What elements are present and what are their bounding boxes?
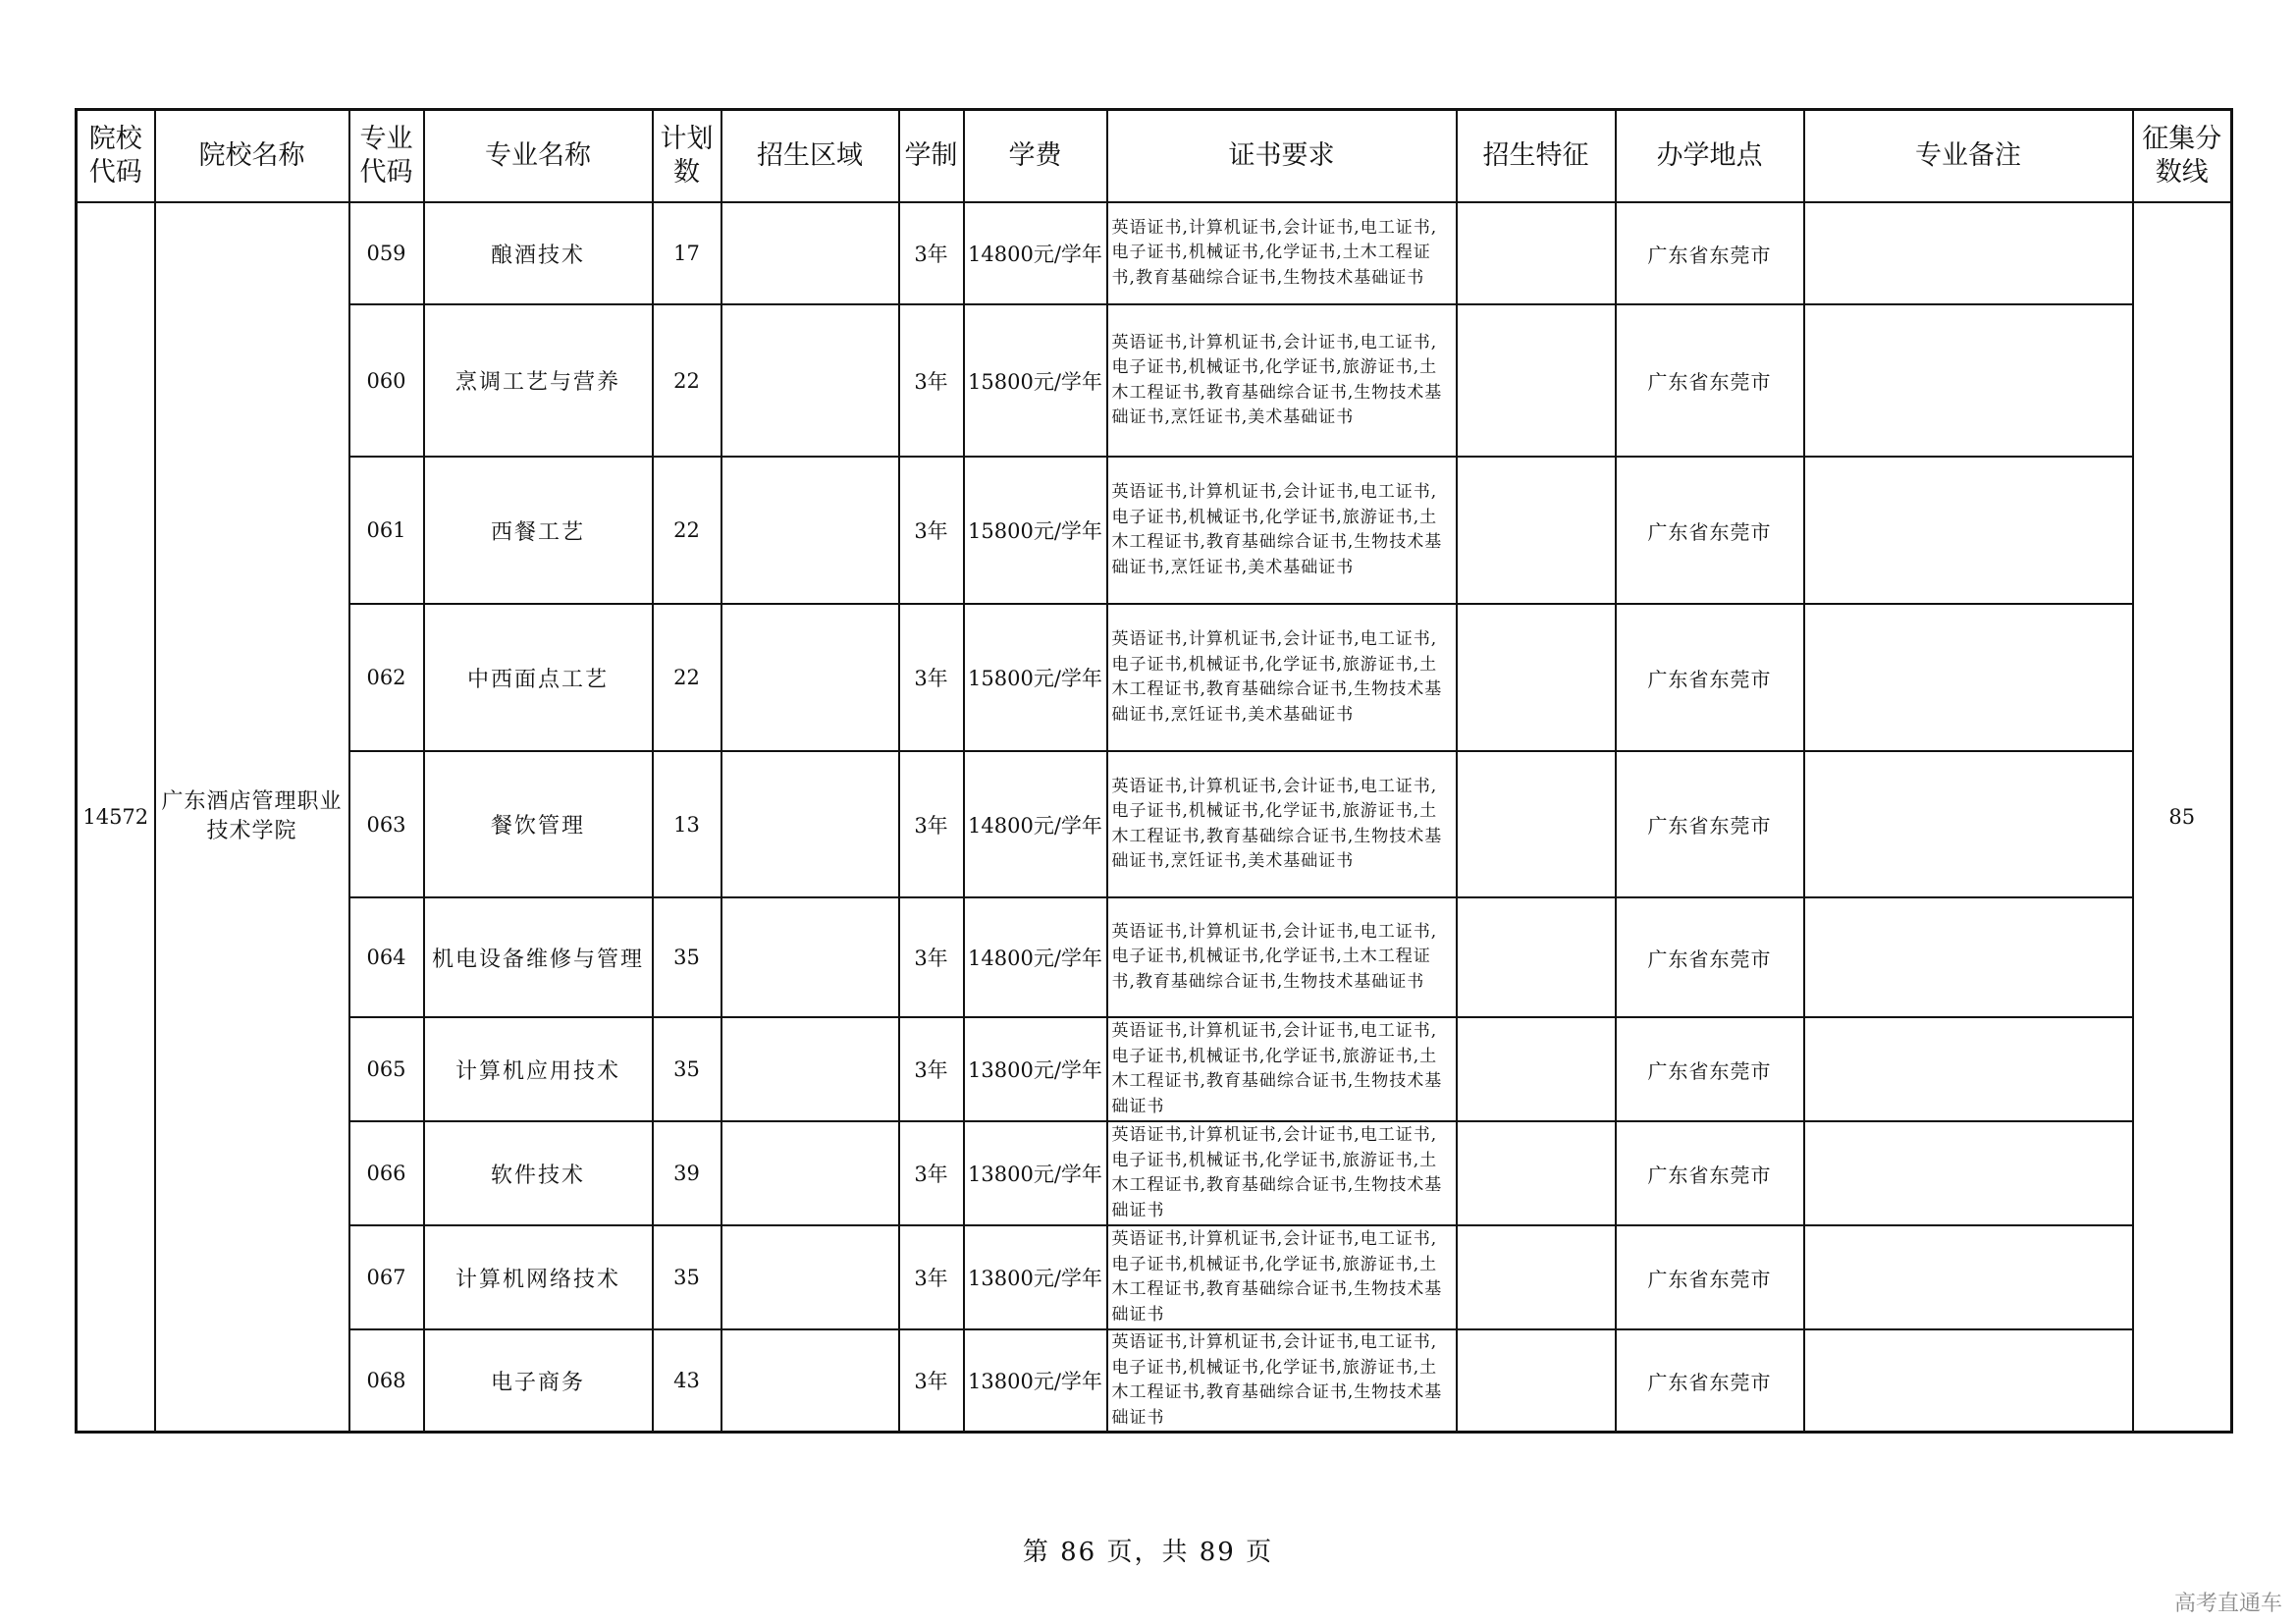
location-cell: 广东省东莞市 <box>1616 457 1804 604</box>
region-cell <box>721 1329 899 1433</box>
remark-cell <box>1804 751 2133 897</box>
header-duration: 学制 <box>899 110 964 203</box>
table-row <box>77 202 2232 304</box>
header-row <box>77 110 2232 203</box>
location-cell: 广东省东莞市 <box>1616 897 1804 1017</box>
location-cell: 广东省东莞市 <box>1616 604 1804 751</box>
feature-cell <box>1457 1329 1616 1433</box>
header-feature: 招生特征 <box>1457 110 1616 203</box>
remark-cell <box>1804 1017 2133 1121</box>
header-major-name: 专业名称 <box>424 110 653 203</box>
header-score: 征集分数线 <box>2133 110 2232 203</box>
plan-cell: 35 <box>653 897 721 1017</box>
cert-cell: 英语证书,计算机证书,会计证书,电工证书,电子证书,机械证书,化学证书,旅游证书,土木工程证书,教育基础综合证书,生物技术基础证书,烹饪证书,美术基础证书 <box>1107 604 1457 751</box>
remark-cell <box>1804 604 2133 751</box>
plan-cell: 35 <box>653 1017 721 1121</box>
remark-cell <box>1804 1329 2133 1433</box>
major-code-cell: 065 <box>349 1017 424 1121</box>
cert-cell: 英语证书,计算机证书,会计证书,电工证书,电子证书,机械证书,化学证书,旅游证书,土木工程证书,教育基础综合证书,生物技术基础证书 <box>1107 1225 1457 1329</box>
region-cell <box>721 1225 899 1329</box>
major-name-cell: 烹调工艺与营养 <box>424 304 653 457</box>
tuition-cell: 13800元/学年 <box>964 1017 1107 1121</box>
table-row <box>77 1329 2232 1433</box>
duration-cell: 3年 <box>899 604 964 751</box>
major-name-cell: 酿酒技术 <box>424 202 653 304</box>
remark-cell <box>1804 1121 2133 1225</box>
duration-cell: 3年 <box>899 304 964 457</box>
major-name-cell: 机电设备维修与管理 <box>424 897 653 1017</box>
header-remark: 专业备注 <box>1804 110 2133 203</box>
table-row <box>77 1121 2232 1225</box>
header-location: 办学地点 <box>1616 110 1804 203</box>
plan-cell: 22 <box>653 304 721 457</box>
major-code-cell: 060 <box>349 304 424 457</box>
duration-cell: 3年 <box>899 1017 964 1121</box>
feature-cell <box>1457 897 1616 1017</box>
cert-cell: 英语证书,计算机证书,会计证书,电工证书,电子证书,机械证书,化学证书,土木工程证书,教育基础综合证书,生物技术基础证书 <box>1107 897 1457 1017</box>
tuition-cell: 13800元/学年 <box>964 1225 1107 1329</box>
location-cell: 广东省东莞市 <box>1616 1329 1804 1433</box>
plan-cell: 35 <box>653 1225 721 1329</box>
feature-cell <box>1457 1225 1616 1329</box>
table-row <box>77 751 2232 897</box>
header-major-code: 专业代码 <box>349 110 424 203</box>
duration-cell: 3年 <box>899 897 964 1017</box>
header-school-name: 院校名称 <box>155 110 349 203</box>
major-name-cell: 电子商务 <box>424 1329 653 1433</box>
duration-cell: 3年 <box>899 1329 964 1433</box>
tuition-cell: 15800元/学年 <box>964 457 1107 604</box>
feature-cell <box>1457 304 1616 457</box>
feature-cell <box>1457 1121 1616 1225</box>
header-tuition: 学费 <box>964 110 1107 203</box>
tuition-cell: 15800元/学年 <box>964 304 1107 457</box>
plan-cell: 13 <box>653 751 721 897</box>
remark-cell <box>1804 202 2133 304</box>
feature-cell <box>1457 457 1616 604</box>
remark-cell <box>1804 1225 2133 1329</box>
region-cell <box>721 457 899 604</box>
plan-cell: 39 <box>653 1121 721 1225</box>
cert-cell: 英语证书,计算机证书,会计证书,电工证书,电子证书,机械证书,化学证书,旅游证书,土木工程证书,教育基础综合证书,生物技术基础证书,烹饪证书,美术基础证书 <box>1107 457 1457 604</box>
major-name-cell: 餐饮管理 <box>424 751 653 897</box>
cert-cell: 英语证书,计算机证书,会计证书,电工证书,电子证书,机械证书,化学证书,旅游证书,土木工程证书,教育基础综合证书,生物技术基础证书,烹饪证书,美术基础证书 <box>1107 751 1457 897</box>
tuition-cell: 13800元/学年 <box>964 1329 1107 1433</box>
feature-cell <box>1457 604 1616 751</box>
watermark: 高考直通车 <box>2173 1592 2282 1616</box>
major-name-cell: 软件技术 <box>424 1121 653 1225</box>
major-code-cell: 061 <box>349 457 424 604</box>
table-row <box>77 897 2232 1017</box>
header-plan: 计划数 <box>653 110 721 203</box>
major-code-cell: 066 <box>349 1121 424 1225</box>
table-row <box>77 304 2232 457</box>
region-cell <box>721 202 899 304</box>
remark-cell <box>1804 304 2133 457</box>
location-cell: 广东省东莞市 <box>1616 202 1804 304</box>
page-number: 第 86 页，共 89 页 <box>1022 1538 1274 1567</box>
table-row <box>77 457 2232 604</box>
major-name-cell: 计算机应用技术 <box>424 1017 653 1121</box>
school-name-cell: 广东酒店管理职业技术学院 <box>155 202 349 1433</box>
major-code-cell: 063 <box>349 751 424 897</box>
location-cell: 广东省东莞市 <box>1616 1017 1804 1121</box>
region-cell <box>721 1121 899 1225</box>
location-cell: 广东省东莞市 <box>1616 1121 1804 1225</box>
remark-cell <box>1804 897 2133 1017</box>
header-cert: 证书要求 <box>1107 110 1457 203</box>
header-school-code: 院校代码 <box>77 110 155 203</box>
cert-cell: 英语证书,计算机证书,会计证书,电工证书,电子证书,机械证书,化学证书,旅游证书,土木工程证书,教育基础综合证书,生物技术基础证书 <box>1107 1017 1457 1121</box>
score-cell: 85 <box>2133 202 2232 1433</box>
plan-cell: 17 <box>653 202 721 304</box>
tuition-cell: 15800元/学年 <box>964 604 1107 751</box>
duration-cell: 3年 <box>899 1225 964 1329</box>
major-name-cell: 西餐工艺 <box>424 457 653 604</box>
feature-cell <box>1457 1017 1616 1121</box>
cert-cell: 英语证书,计算机证书,会计证书,电工证书,电子证书,机械证书,化学证书,旅游证书,土木工程证书,教育基础综合证书,生物技术基础证书 <box>1107 1329 1457 1433</box>
region-cell <box>721 751 899 897</box>
region-cell <box>721 897 899 1017</box>
table-body <box>77 202 2232 1433</box>
remark-cell <box>1804 457 2133 604</box>
plan-cell: 43 <box>653 1329 721 1433</box>
major-name-cell: 中西面点工艺 <box>424 604 653 751</box>
major-code-cell: 064 <box>349 897 424 1017</box>
tuition-cell: 14800元/学年 <box>964 751 1107 897</box>
tuition-cell: 14800元/学年 <box>964 897 1107 1017</box>
duration-cell: 3年 <box>899 751 964 897</box>
location-cell: 广东省东莞市 <box>1616 304 1804 457</box>
cert-cell: 英语证书,计算机证书,会计证书,电工证书,电子证书,机械证书,化学证书,土木工程证书,教育基础综合证书,生物技术基础证书 <box>1107 202 1457 304</box>
major-name-cell: 计算机网络技术 <box>424 1225 653 1329</box>
school-code-cell: 14572 <box>77 202 155 1433</box>
table-row <box>77 1225 2232 1329</box>
region-cell <box>721 604 899 751</box>
major-code-cell: 067 <box>349 1225 424 1329</box>
duration-cell: 3年 <box>899 202 964 304</box>
admission-table <box>75 108 2233 1434</box>
table-row <box>77 1017 2232 1121</box>
duration-cell: 3年 <box>899 457 964 604</box>
duration-cell: 3年 <box>899 1121 964 1225</box>
plan-cell: 22 <box>653 457 721 604</box>
cert-cell: 英语证书,计算机证书,会计证书,电工证书,电子证书,机械证书,化学证书,旅游证书,土木工程证书,教育基础综合证书,生物技术基础证书 <box>1107 1121 1457 1225</box>
major-code-cell: 062 <box>349 604 424 751</box>
feature-cell <box>1457 202 1616 304</box>
location-cell: 广东省东莞市 <box>1616 751 1804 897</box>
region-cell <box>721 304 899 457</box>
tuition-cell: 14800元/学年 <box>964 202 1107 304</box>
location-cell: 广东省东莞市 <box>1616 1225 1804 1329</box>
major-code-cell: 068 <box>349 1329 424 1433</box>
plan-cell: 22 <box>653 604 721 751</box>
tuition-cell: 13800元/学年 <box>964 1121 1107 1225</box>
region-cell <box>721 1017 899 1121</box>
major-code-cell: 059 <box>349 202 424 304</box>
cert-cell: 英语证书,计算机证书,会计证书,电工证书,电子证书,机械证书,化学证书,旅游证书,土木工程证书,教育基础综合证书,生物技术基础证书,烹饪证书,美术基础证书 <box>1107 304 1457 457</box>
table-row <box>77 604 2232 751</box>
header-region: 招生区域 <box>721 110 899 203</box>
feature-cell <box>1457 751 1616 897</box>
